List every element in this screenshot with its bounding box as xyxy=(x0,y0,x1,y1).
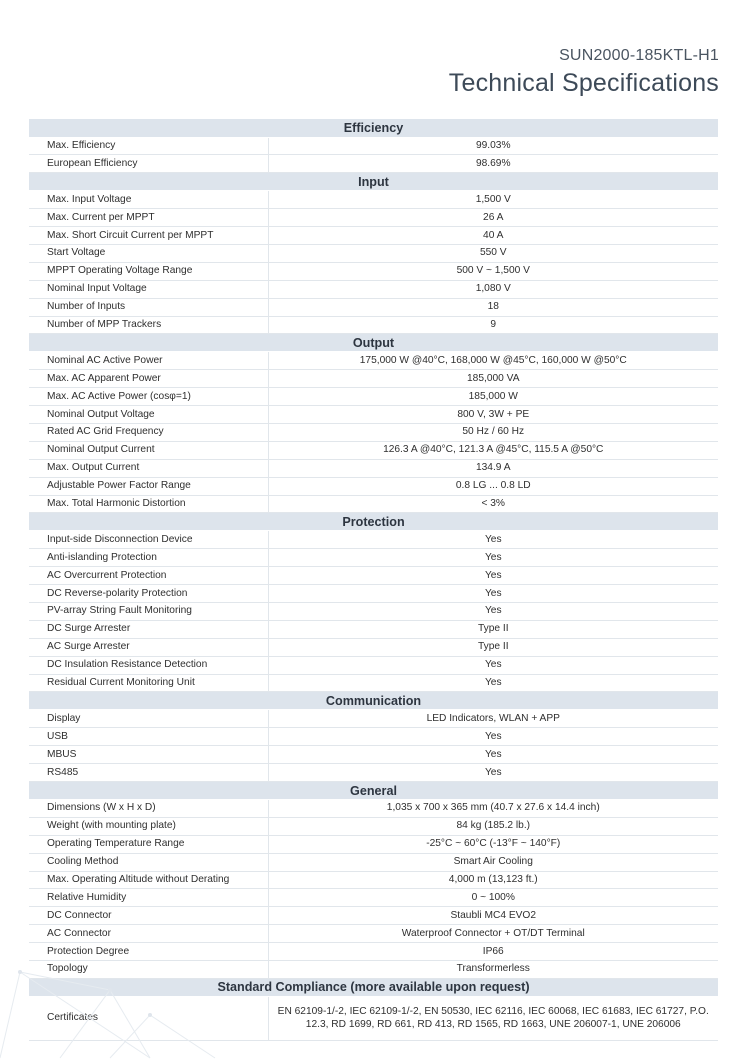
table-row xyxy=(29,674,718,692)
spec-value: 0.8 LG ... 0.8 LD xyxy=(268,477,718,495)
spec-value: 175,000 W @40°C, 168,000 W @45°C, 160,000 W @50°C xyxy=(268,352,718,370)
table-row xyxy=(29,155,718,173)
spec-name: AC Overcurrent Protection xyxy=(29,567,268,585)
spec-value: 18 xyxy=(268,298,718,316)
table-row xyxy=(29,423,718,441)
table-row xyxy=(29,746,718,764)
table-row xyxy=(29,244,718,262)
table-row xyxy=(29,710,718,728)
table-row xyxy=(29,871,718,889)
table-row xyxy=(29,406,718,424)
spec-name: Cooling Method xyxy=(29,853,268,871)
spec-value: 500 V ~ 1,500 V xyxy=(268,262,718,280)
spec-name: Rated AC Grid Frequency xyxy=(29,423,268,441)
section-header xyxy=(29,782,718,800)
spec-name: Max. Output Current xyxy=(29,459,268,477)
table-row xyxy=(29,800,718,818)
spec-name: Max. AC Active Power (cosφ=1) xyxy=(29,388,268,406)
spec-value: 1,035 x 700 x 365 mm (40.7 x 27.6 x 14.4 inch) xyxy=(268,800,718,818)
table-row xyxy=(29,352,718,370)
spec-value: Yes xyxy=(268,531,718,549)
spec-value: 98.69% xyxy=(268,155,718,173)
spec-name: Display xyxy=(29,710,268,728)
spec-name: European Efficiency xyxy=(29,155,268,173)
spec-value: 550 V xyxy=(268,244,718,262)
spec-name: RS485 xyxy=(29,764,268,782)
table-row xyxy=(29,459,718,477)
spec-name: Operating Temperature Range xyxy=(29,835,268,853)
spec-value: 4,000 m (13,123 ft.) xyxy=(268,871,718,889)
spec-value: 26 A xyxy=(268,209,718,227)
spec-name: DC Insulation Resistance Detection xyxy=(29,656,268,674)
spec-value: Type II xyxy=(268,638,718,656)
section-header xyxy=(29,692,718,710)
spec-name: PV-array String Fault Monitoring xyxy=(29,602,268,620)
spec-value: 185,000 W xyxy=(268,388,718,406)
spec-value: Transformerless xyxy=(268,961,718,979)
spec-name: Protection Degree xyxy=(29,943,268,961)
spec-value: Yes xyxy=(268,674,718,692)
spec-name: DC Surge Arrester xyxy=(29,620,268,638)
spec-value: IP66 xyxy=(268,943,718,961)
table-row xyxy=(29,889,718,907)
spec-name: Max. Operating Altitude without Derating xyxy=(29,871,268,889)
model-name: SUN2000-185KTL-H1 xyxy=(559,47,719,64)
spec-name: Start Voltage xyxy=(29,244,268,262)
spec-name: DC Connector xyxy=(29,907,268,925)
spec-name: AC Surge Arrester xyxy=(29,638,268,656)
spec-name: DC Reverse-polarity Protection xyxy=(29,585,268,603)
table-row xyxy=(29,280,718,298)
section-title: General xyxy=(29,782,718,800)
spec-value: 1,080 V xyxy=(268,280,718,298)
spec-value: < 3% xyxy=(268,495,718,513)
spec-value: 134.9 A xyxy=(268,459,718,477)
spec-value: Staubli MC4 EVO2 xyxy=(268,907,718,925)
section-title: Output xyxy=(29,334,718,352)
table-row xyxy=(29,835,718,853)
spec-name: Number of MPP Trackers xyxy=(29,316,268,334)
spec-value: Yes xyxy=(268,549,718,567)
spec-table xyxy=(29,119,718,1041)
table-row xyxy=(29,191,718,209)
spec-name: Nominal Output Current xyxy=(29,441,268,459)
table-row xyxy=(29,495,718,513)
spec-table-body xyxy=(29,119,718,1040)
section-title: Efficiency xyxy=(29,119,718,137)
spec-name: Nominal Input Voltage xyxy=(29,280,268,298)
spec-name: Max. Input Voltage xyxy=(29,191,268,209)
table-row xyxy=(29,441,718,459)
spec-value: Yes xyxy=(268,764,718,782)
table-row xyxy=(29,209,718,227)
table-row xyxy=(29,567,718,585)
spec-value: 0 ~ 100% xyxy=(268,889,718,907)
spec-name: Max. AC Apparent Power xyxy=(29,370,268,388)
spec-value: 185,000 VA xyxy=(268,370,718,388)
spec-value: Yes xyxy=(268,746,718,764)
table-row xyxy=(29,764,718,782)
table-row xyxy=(29,853,718,871)
spec-value: EN 62109-1/-2, IEC 62109-1/-2, EN 50530, IEC 62116, IEC 60068, IEC 61683, IEC 61727, P.O. 12.3, RD 1699, RD 661, RD 413, RD 1565, RD 1663, UNE 206007-1, UNE 206006 xyxy=(268,996,718,1040)
spec-name: Relative Humidity xyxy=(29,889,268,907)
section-title: Standard Compliance (more available upon request) xyxy=(29,978,718,996)
spec-value: Yes xyxy=(268,656,718,674)
spec-value: LED Indicators, WLAN + APP xyxy=(268,710,718,728)
spec-name: Nominal AC Active Power xyxy=(29,352,268,370)
spec-value: Yes xyxy=(268,602,718,620)
table-row xyxy=(29,370,718,388)
spec-value: 1,500 V xyxy=(268,191,718,209)
section-header xyxy=(29,173,718,191)
spec-name: Topology xyxy=(29,961,268,979)
spec-value: Type II xyxy=(268,620,718,638)
spec-value: -25°C ~ 60°C (-13°F ~ 140°F) xyxy=(268,835,718,853)
spec-name: Residual Current Monitoring Unit xyxy=(29,674,268,692)
table-row xyxy=(29,477,718,495)
spec-name: Dimensions (W x H x D) xyxy=(29,800,268,818)
spec-name: Max. Current per MPPT xyxy=(29,209,268,227)
section-title: Communication xyxy=(29,692,718,710)
table-row xyxy=(29,531,718,549)
section-header xyxy=(29,119,718,137)
spec-value: Waterproof Connector + OT/DT Terminal xyxy=(268,925,718,943)
table-row xyxy=(29,943,718,961)
spec-value: 40 A xyxy=(268,227,718,245)
section-title: Protection xyxy=(29,513,718,531)
spec-value: 126.3 A @40°C, 121.3 A @45°C, 115.5 A @50°C xyxy=(268,441,718,459)
decorative-lines-graphic xyxy=(0,970,230,1060)
table-row xyxy=(29,137,718,155)
table-row xyxy=(29,656,718,674)
spec-name: Number of Inputs xyxy=(29,298,268,316)
spec-name: AC Connector xyxy=(29,925,268,943)
spec-value: 9 xyxy=(268,316,718,334)
spec-name: Max. Total Harmonic Distortion xyxy=(29,495,268,513)
spec-value: 99.03% xyxy=(268,137,718,155)
spec-name: Adjustable Power Factor Range xyxy=(29,477,268,495)
spec-name: Certificates xyxy=(29,996,268,1040)
spec-value: Yes xyxy=(268,585,718,603)
spec-value: 50 Hz / 60 Hz xyxy=(268,423,718,441)
spec-value: Yes xyxy=(268,728,718,746)
table-row xyxy=(29,262,718,280)
spec-name: MPPT Operating Voltage Range xyxy=(29,262,268,280)
table-row xyxy=(29,817,718,835)
table-row xyxy=(29,728,718,746)
table-row xyxy=(29,549,718,567)
table-row xyxy=(29,227,718,245)
table-row xyxy=(29,638,718,656)
section-header xyxy=(29,513,718,531)
spec-name: Max. Efficiency xyxy=(29,137,268,155)
spec-name: Weight (with mounting plate) xyxy=(29,817,268,835)
spec-value: 84 kg (185.2 lb.) xyxy=(268,817,718,835)
spec-name: USB xyxy=(29,728,268,746)
table-row xyxy=(29,316,718,334)
spec-value: Smart Air Cooling xyxy=(268,853,718,871)
table-row xyxy=(29,585,718,603)
spec-name: MBUS xyxy=(29,746,268,764)
section-title: Input xyxy=(29,173,718,191)
table-row xyxy=(29,907,718,925)
spec-value: 800 V, 3W + PE xyxy=(268,406,718,424)
spec-name: Nominal Output Voltage xyxy=(29,406,268,424)
spec-name: Anti-islanding Protection xyxy=(29,549,268,567)
table-row xyxy=(29,602,718,620)
table-row xyxy=(29,620,718,638)
spec-name: Max. Short Circuit Current per MPPT xyxy=(29,227,268,245)
page-title: Technical Specifications xyxy=(448,69,719,97)
section-header xyxy=(29,334,718,352)
spec-value: Yes xyxy=(268,567,718,585)
table-row xyxy=(29,388,718,406)
spec-name: Input-side Disconnection Device xyxy=(29,531,268,549)
table-row xyxy=(29,925,718,943)
header xyxy=(449,46,719,98)
table-row xyxy=(29,298,718,316)
